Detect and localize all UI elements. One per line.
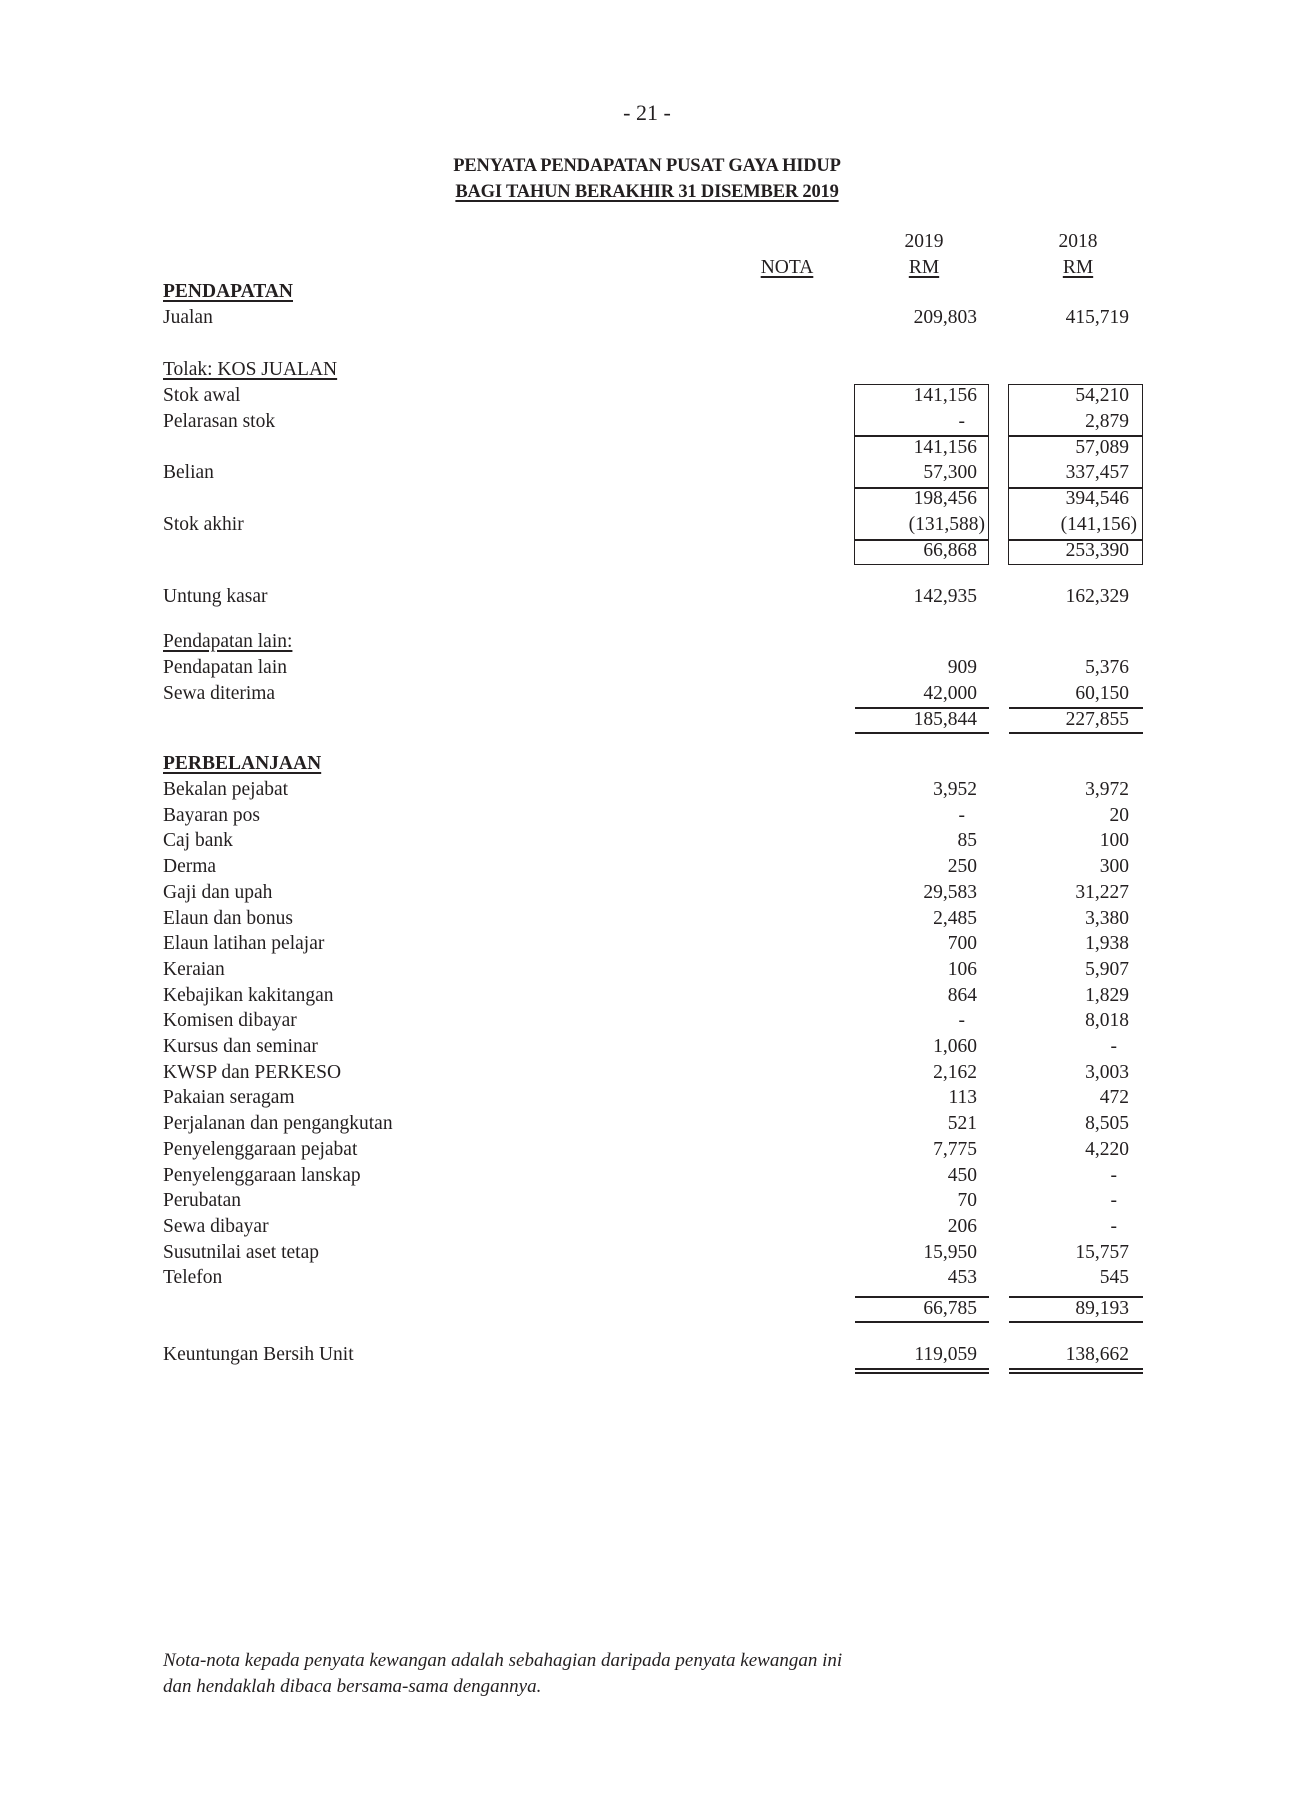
value-2019-penyelenggaraan-pejabat: 7,775 [933,1139,977,1160]
value-2018-elaun-dan-bonus: 3,380 [1085,908,1129,929]
row-label-kursus-dan-seminar: Kursus dan seminar [163,1036,318,1057]
value-2018-sewa-dibayar: - [1110,1216,1117,1237]
double-rule-2018-bottom [1009,1372,1143,1374]
value-2018-susutnilai-aset-tetap: 15,757 [1075,1242,1129,1263]
value-2019-sewa-dibayar: 206 [947,1216,977,1237]
value-2019-kursus-dan-seminar: 1,060 [933,1036,977,1057]
footer-note-line-1: Nota-nota kepada penyata kewangan adalah sebahagian daripada penyata kewangan ini [163,1650,843,1671]
column-nota: NOTA [760,257,814,278]
value-2018-telefon: 545 [1099,1267,1129,1288]
statement-period: BAGI TAHUN BERAKHIR 31 DISEMBER 2019 [455,182,839,202]
value-2019-bekalan-pejabat: 3,952 [933,779,977,800]
value-2019-elaun-latihan-pelajar: 700 [947,933,977,954]
value-2018-belian: 337,457 [1065,462,1129,483]
row-label-sewa-diterima: Sewa diterima [163,683,276,704]
value-2019-gaji-dan-upah: 29,583 [923,882,977,903]
value-2019-komisen-dibayar: - [958,1010,965,1031]
value-2019-stok-akhir: (131,588) [908,514,985,535]
value-2018-pelarasan-stok: 2,879 [1085,411,1129,432]
value-2018-jualan: 415,719 [1065,307,1129,328]
value-2019-elaun-dan-bonus: 2,485 [933,908,977,929]
row-label-pendapatan-lain: Pendapatan lain [163,657,287,678]
value-2019-keraian: 106 [947,959,977,980]
value-2018-sewa-diterima: 60,150 [1075,683,1129,704]
row-label-pelarasan-stok: Pelarasan stok [163,411,276,432]
value-2018-keraian: 5,907 [1085,959,1129,980]
row-label-kwsp-dan-perkeso: KWSP dan PERKESO [163,1062,342,1083]
value-2019-belian: 57,300 [923,462,977,483]
value-2018-keuntungan-bersih: 138,662 [1065,1344,1129,1365]
value-2018-stok-awal: 54,210 [1075,385,1129,406]
value-2018-bayaran-pos: 20 [1109,805,1129,826]
value-2018-stok-akhir: (141,156) [1060,514,1137,535]
page-number: - 21 - [623,100,671,125]
value-2019-perbelanjaan-total: 66,785 [923,1298,977,1319]
double-rule-2018-top [1009,1368,1143,1370]
value-2019-pendapatan-lain: 909 [947,657,977,678]
column-year-2019: 2019 [904,231,944,252]
row-label-untung-kasar: Untung kasar [163,586,268,607]
section-heading-pendapatan: PENDAPATAN [163,281,293,302]
value-2018-gaji-dan-upah: 31,227 [1075,882,1129,903]
value-2018-bekalan-pejabat: 3,972 [1085,779,1129,800]
row-label-keuntungan-bersih: Keuntungan Bersih Unit [163,1344,354,1365]
value-2018-kursus-dan-seminar: - [1110,1036,1117,1057]
value-2019-bayaran-pos: - [958,805,965,826]
value-2018-perbelanjaan-total: 89,193 [1075,1298,1129,1319]
value-2018-kos-jualan-total: 253,390 [1065,540,1129,561]
value-2019-sewa-diterima: 42,000 [923,683,977,704]
row-label-gaji-dan-upah: Gaji dan upah [163,882,273,903]
value-2019-derma: 250 [947,856,977,877]
row-label-derma: Derma [163,856,217,877]
value-2018-kebajikan-kakitangan: 1,829 [1085,985,1129,1006]
value-2018-perubatan: - [1110,1190,1117,1211]
value-2019-perjalanan-dan-pengangkutan: 521 [947,1113,977,1134]
row-label-bekalan-pejabat: Bekalan pejabat [163,779,289,800]
row-label-komisen-dibayar: Komisen dibayar [163,1010,297,1031]
value-2018-pendapatan-lain: 5,376 [1085,657,1129,678]
rule-2018-pendapatan-lain-total [1009,732,1143,734]
row-label-pakaian-seragam: Pakaian seragam [163,1087,295,1108]
section-heading-perbelanjaan: PERBELANJAAN [163,753,322,774]
value-2019-kebajikan-kakitangan: 864 [947,985,977,1006]
row-label-belian: Belian [163,462,214,483]
row-label-bayaran-pos: Bayaran pos [163,805,260,826]
section-heading-kos-jualan: Tolak: KOS JUALAN [163,359,338,380]
row-label-caj-bank: Caj bank [163,830,233,851]
section-heading-pendapatan-lain: Pendapatan lain: [163,631,293,652]
row-label-susutnilai-aset-tetap: Susutnilai aset tetap [163,1242,319,1263]
value-2018-komisen-dibayar: 8,018 [1085,1010,1129,1031]
value-2019-subtotal-2: 198,456 [913,488,977,509]
row-label-penyelenggaraan-lanskap: Penyelenggaraan lanskap [163,1165,361,1186]
value-2019-untung-kasar: 142,935 [913,586,977,607]
column-currency-2019: RM [908,257,940,278]
double-rule-2019-bottom [855,1372,989,1374]
value-2018-subtotal-1: 57,089 [1075,437,1129,458]
value-2019-kwsp-dan-perkeso: 2,162 [933,1062,977,1083]
row-label-perubatan: Perubatan [163,1190,241,1211]
row-label-perjalanan-dan-pengangkutan: Perjalanan dan pengangkutan [163,1113,393,1134]
value-2018-penyelenggaraan-pejabat: 4,220 [1085,1139,1129,1160]
footer-note-line-2: dan hendaklah dibaca bersama-sama dengannya. [163,1676,542,1697]
value-2019-jualan: 209,803 [913,307,977,328]
value-2019-stok-awal: 141,156 [913,385,977,406]
row-label-penyelenggaraan-pejabat: Penyelenggaraan pejabat [163,1139,358,1160]
value-2018-perjalanan-dan-pengangkutan: 8,505 [1085,1113,1129,1134]
value-2019-pakaian-seragam: 113 [948,1087,977,1108]
value-2018-kwsp-dan-perkeso: 3,003 [1085,1062,1129,1083]
value-2019-perubatan: 70 [957,1190,977,1211]
value-2018-pendapatan-lain-total: 227,855 [1065,709,1129,730]
value-2019-keuntungan-bersih: 119,059 [914,1344,977,1365]
row-label-elaun-dan-bonus: Elaun dan bonus [163,908,293,929]
value-2019-pelarasan-stok: - [958,411,965,432]
value-2019-subtotal-1: 141,156 [913,437,977,458]
row-label-jualan: Jualan [163,307,213,328]
row-label-stok-akhir: Stok akhir [163,514,244,535]
value-2019-telefon: 453 [947,1267,977,1288]
statement-title: PENYATA PENDAPATAN PUSAT GAYA HIDUP [453,156,841,176]
value-2019-caj-bank: 85 [957,830,977,851]
footer-note [163,1648,842,1700]
column-currency-2018: RM [1062,257,1094,278]
row-label-sewa-dibayar: Sewa dibayar [163,1216,269,1237]
value-2018-elaun-latihan-pelajar: 1,938 [1085,933,1129,954]
double-rule-2019-top [855,1368,989,1370]
value-2018-derma: 300 [1099,856,1129,877]
value-2019-kos-jualan-total: 66,868 [923,540,977,561]
value-2018-penyelenggaraan-lanskap: - [1110,1165,1117,1186]
row-label-telefon: Telefon [163,1267,223,1288]
value-2018-pakaian-seragam: 472 [1099,1087,1129,1108]
rule-2019-perbelanjaan-total [855,1321,989,1323]
value-2018-untung-kasar: 162,329 [1065,586,1129,607]
row-label-kebajikan-kakitangan: Kebajikan kakitangan [163,985,334,1006]
column-year-2018: 2018 [1058,231,1098,252]
rule-2018-perbelanjaan-total [1009,1321,1143,1323]
value-2019-penyelenggaraan-lanskap: 450 [947,1165,977,1186]
value-2019-susutnilai-aset-tetap: 15,950 [923,1242,977,1263]
row-label-elaun-latihan-pelajar: Elaun latihan pelajar [163,933,325,954]
row-label-keraian: Keraian [163,959,225,980]
value-2018-caj-bank: 100 [1099,830,1129,851]
row-label-stok-awal: Stok awal [163,385,241,406]
value-2019-pendapatan-lain-total: 185,844 [913,709,977,730]
value-2018-subtotal-2: 394,546 [1065,488,1129,509]
rule-2019-pendapatan-lain-total [855,732,989,734]
